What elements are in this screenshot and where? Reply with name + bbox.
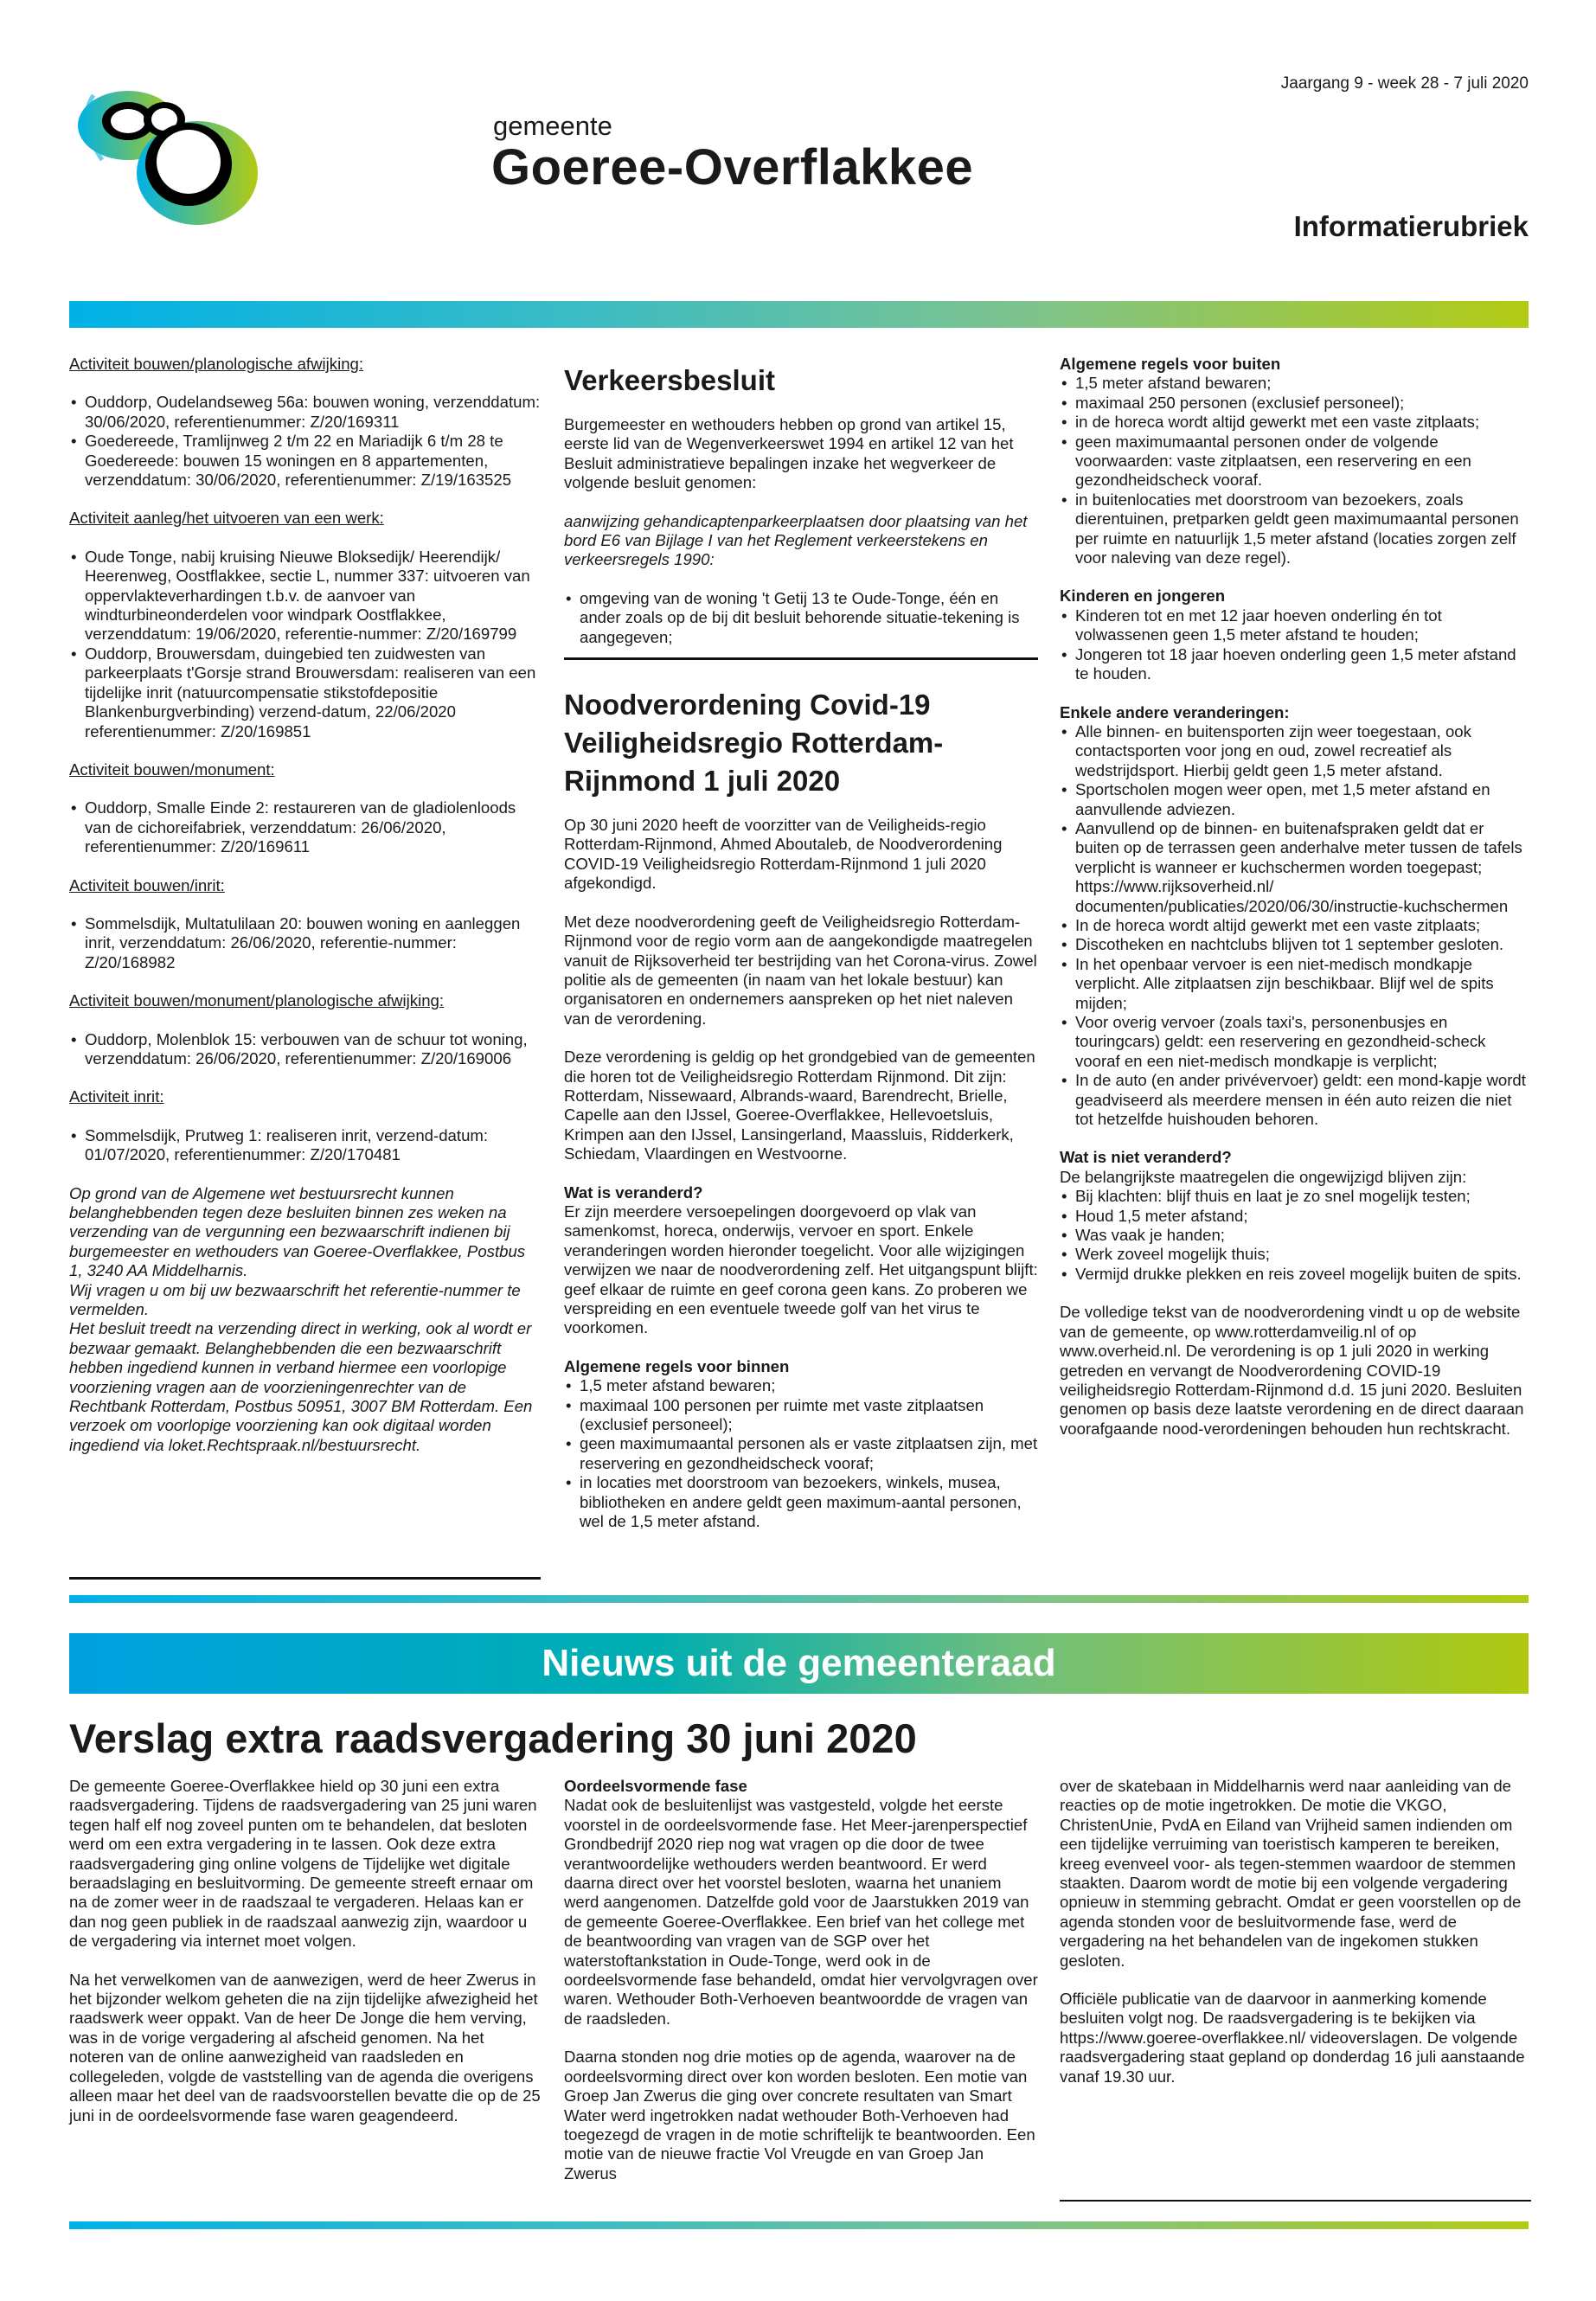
permit-category-heading: Activiteit aanleg/het uitvoeren van een werk: — [69, 509, 384, 528]
list-item: • Houd 1,5 meter afstand; — [1060, 1207, 1531, 1226]
permit-category-heading: Activiteit bouwen/monument/planologische afwijking: — [69, 991, 445, 1010]
covid-paragraph: Op 30 juni 2020 heeft de voorzitter van de Veiligheids-regio Rotterdam-Rijnmond, Ahmed Aboutaleb, de Noodverordening COVID-19 Veiligheidsregio Rotterdam-Rijnmond 1 juli 2020 afgekondigd. — [564, 816, 1003, 893]
permit-category-heading: Activiteit bouwen/planologische afwijking: — [69, 355, 364, 373]
unchanged-heading: Wat is niet veranderd? — [1060, 1148, 1232, 1167]
kids-list — [1060, 606, 1531, 684]
list-item: • Ouddorp, Oudelandseweg 56a: bouwen woning, verzenddatum: 30/06/2020, referentienummer: Z/20/169311 — [69, 393, 541, 432]
article-paragraph: Daarna stonden nog drie moties op de agenda, waarover na de oordeelsvorming direct over kon worden besloten. Een motie van Groep Jan Zwerus die ging over concrete resultaten van Smart Water werd ingetrokken nadat wethouder Both-Verhoeven had toegezegd de vragen in de motie schriftelijk te beantwoorden. Een motie van de nieuwe fractie Vol Vreugde en van Groep Jan Zwerus — [564, 2048, 1035, 2182]
section-title: Informatierubriek — [1293, 210, 1529, 242]
objection-notice-2: Wij vragen u om bij uw bezwaarschrift het referentie-nummer te vermelden. — [69, 1280, 521, 1319]
objection-notice: Op grond van de Algemene wet bestuursrecht kunnen belanghebbenden tegen deze besluiten binnen zes weken na verzending van de vergunning een bezwaarschrift indienen bij burgemeester en wethouders van Goeree-Overflakkee, Postbus 1, 3240 AA Middelharnis. — [69, 1183, 526, 1280]
divider — [564, 657, 1038, 660]
permit-category-heading: Activiteit inrit: — [69, 1087, 164, 1106]
verkeersbesluit-list — [564, 589, 1038, 647]
issue-info: Jaargang 9 - week 28 - 7 juli 2020 — [1280, 74, 1529, 93]
middle-column — [564, 362, 1038, 1531]
list-item: • Werk zoveel mogelijk thuis; — [1060, 1245, 1531, 1264]
permit-list — [69, 798, 541, 856]
closing-paragraph: De volledige tekst van de noodverordening vindt u op de website van de gemeente, op www.rotterdamveilig.nl of op www.overheid.nl. De verordening is op 1 juli 2020 in werking getreden en vervangt de Noodverordening COVID-19 veiligheidsregio Rotterdam-Rijnmond d.d. 15 juni 2020. Besluiten genomen op basis deze laatste verordening en de direct daaraan voorafgaande nood-verordeningen behouden hun rechtskracht. — [1060, 1303, 1524, 1438]
list-item: • Ouddorp, Brouwersdam, duingebied ten zuidwesten van parkeerplaats t'Gorsje strand Brouwersdam: realiseren van een tijdelijke inrit (natuurcompensatie stikstofdepositie Blankenburgverbinding) verzend-datum, 22/06/2020 referentienummer: Z/20/169851 — [69, 644, 541, 741]
permit-list — [69, 393, 541, 490]
list-item: • geen maximumaantal personen onder de volgende voorwaarden: vaste zitplaatsen, een reservering en een gezondheidscheck vooraf. — [1060, 433, 1531, 490]
article-paragraph: Officiële publicatie van de daarvoor in aanmerking komende besluiten volgt nog. De raadsvergadering is te bekijken via https://www.goeree-overflakkee.nl/ videoverslagen. De volgende raadsvergadering staat gepland op donderdag 16 juli aanstaande vanaf 19.30 uur. — [1060, 1990, 1525, 2086]
municipality-logo — [67, 78, 448, 225]
article-paragraph: over de skatebaan in Middelharnis werd naar aanleiding van de reacties op de motie ingetrokken. De motie die VKGO, ChristenUnie, PvdA en Eiland van Vrijheid samen indienden om een tijdelijke verruiming van toeristisch kamperen te bereiken, kreeg evenveel voor- als tegen-stemmen waardoor de stemmen staakten. Daarom wordt de motie bij een volgende vergadering opnieuw in stemming gebracht. Omdat er geen voorstellen op de agenda stonden voor de besluitvormende fase, werd de vergadering na het behandelen van de ingekomen stukken gesloten. — [1060, 1777, 1522, 1970]
covid-paragraph: Met deze noodverordening geeft de Veiligheidsregio Rotterdam-Rijnmond voor de regio vorm aan de aangekondigde maatregelen vanuit de Rijksoverheid ter bestrijding van het Corona-virus. Zowel politie als de gemeenten (in naam van het lokale bestuur) kan organisatoren en ondernemers aanspreken op het niet naleven van de verordening. — [564, 912, 1037, 1028]
article-column-1 — [69, 1777, 541, 2144]
divider — [1060, 2200, 1531, 2202]
permit-category-heading: Activiteit bouwen/monument: — [69, 760, 275, 779]
unchanged-intro: De belangrijkste maatregelen die ongewijzigd blijven zijn: — [1060, 1167, 1467, 1186]
list-item: • maximaal 250 personen (exclusief personeel); — [1060, 394, 1531, 413]
list-item: • Sportscholen mogen weer open, met 1,5 meter afstand en aanvullende adviezen. — [1060, 780, 1531, 819]
article-title: Verslag extra raadsvergadering 30 juni 2020 — [69, 1715, 917, 1761]
outside-rules-heading: Algemene regels voor buiten — [1060, 355, 1281, 373]
article-paragraph: Nadat ook de besluitenlijst was vastgesteld, volgde het eerste voorstel in de oordeelsvormende fase. Het Meer-jarenperspectief Grondbedrijf 2020 riep nog wat vragen op die door de twee verantwoordelijke wethouders werden beantwoord. Er werd daarna direct over het voorstel besloten, waarna het unaniem werd aangenomen. Datzelfde gold voor de Jaarstukken 2019 van de gemeente Goeree-Overflakkee. Een brief van het college met de beantwoording van vragen van de SGP over het waterstoftankstation in Oude-Tonge, werd ook in de oordeelsvormende fase behandeld, omdat hier vervolgvragen over waren. Wethouder Both-Verhoeven beantwoordde de vragen van de raadsleden. — [564, 1796, 1038, 2028]
list-item: • 1,5 meter afstand bewaren; — [564, 1376, 1038, 1395]
list-item: • Voor overig vervoer (zoals taxi's, personenbusjes en touringcars) geldt: een reservering en gezondheid-scheck vooraf en een niet-medisch mondkapje is verplicht; — [1060, 1013, 1531, 1071]
changed-paragraph: Er zijn meerdere versoepelingen doorgevoerd op vlak van samenkomst, horeca, onderwijs, vervoer en sport. Enkele veranderingen worden hieronder toegelicht. Voor alle wijzigingen verwijzen we naar de noodverordening zelf. Het uitgangspunt blijft: geef elkaar de ruimte en geef corona geen kans. Zo proberen we verspreiding en een eventuele tweede golf van het virus te voorkomen. — [564, 1202, 1038, 1337]
list-item: • geen maximumaantal personen als er vaste zitplaatsen zijn, met reservering en gezondheidscheck vooraf; — [564, 1434, 1038, 1473]
permit-list — [69, 548, 541, 741]
other-changes-heading: Enkele andere veranderingen: — [1060, 702, 1290, 721]
list-item: • Kinderen tot en met 12 jaar hoeven onderling én tot volwassenen geen 1,5 meter afstand te houden; — [1060, 606, 1531, 645]
permit-list — [69, 1126, 541, 1165]
permits-column — [69, 355, 541, 1455]
permit-list — [69, 1030, 541, 1069]
list-item: • in locaties met doorstroom van bezoekers, winkels, musea, bibliotheken en andere geldt geen maximum-aantal personen, wel de 1,5 meter afstand. — [564, 1473, 1038, 1531]
list-item: • Vermijd drukke plekken en reis zoveel mogelijk buiten de spits. — [1060, 1265, 1531, 1284]
outside-rules-list — [1060, 374, 1531, 567]
unchanged-list — [1060, 1187, 1531, 1284]
list-item: • 1,5 meter afstand bewaren; — [1060, 374, 1531, 393]
article-column-2 — [564, 1777, 1038, 2202]
list-item: • In het openbaar vervoer is een niet-medisch mondkapje verplicht. Alle zitplaatsen zijn beschikbaar. Blijf wel de spits mijden; — [1060, 955, 1531, 1013]
list-item: • Discotheken en nachtclubs blijven tot 1 september gesloten. — [1060, 935, 1531, 954]
covid-title: Noodverordening Covid-19 Veiligheidsregio Rotterdam-Rijnmond 1 juli 2020 — [564, 689, 944, 798]
list-item: • Was vaak je handen; — [1060, 1226, 1531, 1245]
list-item: • Ouddorp, Molenblok 15: verbouwen van de schuur tot woning, verzenddatum: 26/06/2020, referentienummer: Z/20/169006 — [69, 1030, 541, 1069]
right-column — [1060, 355, 1531, 1458]
verkeersbesluit-intro: Burgemeester en wethouders hebben op grond van artikel 15, eerste lid van de Wegenverkeerswet 1994 en artikel 12 van het Besluit administratieve bepalingen inzake het wegverkeer de volgende besluit genomen: — [564, 415, 1014, 492]
article-column-3 — [1060, 1777, 1531, 2106]
list-item: • in de horeca wordt altijd gewerkt met een vaste zitplaats; — [1060, 413, 1531, 432]
list-item: • in buitenlocaties met doorstroom van bezoekers, zoals dierentuinen, pretparken geldt geen maximumaantal personen per ruimte en natuurlijk 1,5 meter afstand (locaties zorgen zelf voor naleving van deze regel). — [1060, 490, 1531, 568]
logo-small-text: gemeente — [493, 111, 612, 141]
article-paragraph: Na het verwelkomen van de aanwezigen, werd de heer Zwerus in het bijzonder welkom geheten die na zijn tijdelijke afwezigheid het raadswerk weer oppakt. Van de heer De Jonge die hem verving, was in de vorige vergadering al afscheid genomen. Na het noteren van de online aanwezigheid van raadsleden en collegeleden, volgde de vaststelling van de agenda die overigens alleen maar het deel van de raadsvoorstellen bevatte die op de 25 juni in de oordeelsvormende fase waren geagendeerd. — [69, 1970, 541, 2125]
list-item: • omgeving van de woning 't Getij 13 te Oude-Tonge, één en ander zoals op de bij dit besluit behorende situatie-tekening is aangegeven; — [564, 589, 1038, 647]
list-item: • Ouddorp, Smalle Einde 2: restaureren van de gladiolenloods van de cichoreifabriek, verzenddatum: 26/06/2020, referentienummer: Z/20/169611 — [69, 798, 541, 856]
list-item: • Sommelsdijk, Multatulilaan 20: bouwen woning en aanleggen inrit, verzenddatum: 26/06/2020, referentie-nummer: Z/20/168982 — [69, 914, 541, 972]
list-item: • Alle binnen- en buitensporten zijn weer toegestaan, ook contactsporten voor jong en oud, zowel recreatief als wedstrijdsport. Hierbij geldt geen 1,5 meter afstand. — [1060, 722, 1531, 780]
list-item: • Oude Tonge, nabij kruising Nieuwe Bloksedijk/ Heerendijk/ Heerenweg, Oostflakkee, sectie L, nummer 337: uitvoeren van oppervlakteverhardingen t.b.v. de aanvoer van windturbineonderdelen voor windpark Oostflakkee, verzenddatum: 19/06/2020, referentie-nummer: Z/20/169799 — [69, 548, 541, 644]
changed-heading: Wat is veranderd? — [564, 1183, 703, 1202]
list-item: • Sommelsdijk, Prutweg 1: realiseren inrit, verzend-datum: 01/07/2020, referentienummer: Z/20/170481 — [69, 1126, 541, 1165]
list-item: • Aanvullend op de binnen- en buitenafspraken geldt dat er buiten op de terrassen geen anderhalve meter tussen de tafels verplicht is wanneer er kuchschermen worden toegepast; https://www.rijksoverheid.nl/ documenten/publicaties/2020/06/30/instructie-kuchschermen — [1060, 819, 1531, 916]
objection-notice-3: Het besluit treedt na verzending direct in werking, ook al wordt er bezwaar gemaakt. Belanghebbenden die een bezwaarschrift hebben ingediend kunnen in verband hiermee een voorlopige voorziening vragen aan de voorzieningenrechter van de Rechtbank Rotterdam, Postbus 50951, 3007 BM Rotterdam. Een verzoek om voorlopige voorziening kan ook digitaal worden ingediend via loket.Rechtspraak.nl/bestuursrecht. — [69, 1319, 533, 1454]
gradient-bar — [69, 301, 1529, 328]
list-item: • In de auto (en ander privévervoer) geldt: een mond-kapje wordt geadviseerd als meerdere mensen in één auto reizen die niet tot hetzelfde huishouden behoren. — [1060, 1071, 1531, 1129]
list-item: • Bij klachten: blijf thuis en laat je zo snel mogelijk testen; — [1060, 1187, 1531, 1206]
verkeersbesluit-title: Verkeersbesluit — [564, 364, 775, 396]
divider — [69, 1577, 541, 1580]
verkeersbesluit-subject: aanwijzing gehandicaptenparkeerplaatsen door plaatsing van het bord E6 van Bijlage I van het Reglement verkeerstekens en verkeersregels 1990: — [564, 511, 1028, 569]
news-banner: Nieuws uit de gemeenteraad — [69, 1633, 1529, 1694]
inside-rules-list — [564, 1376, 1038, 1531]
municipality-name: Goeree-Overflakkee — [491, 139, 974, 195]
inside-rules-heading: Algemene regels voor binnen — [564, 1356, 790, 1375]
gradient-divider — [69, 2221, 1529, 2229]
covid-paragraph: Deze verordening is geldig op het grondgebied van de gemeenten die horen tot de Veiligheidsregio Rotterdam Rijnmond. Dit zijn: Rotterdam, Nissewaard, Albrands-waard, Barendrecht, Brielle, Capelle aan den IJssel, Goeree-Overflakkee, Hellevoetsluis, Krimpen aan den IJssel, Lansingerland, Maassluis, Ridderkerk, Schiedam, Vlaardingen en Westvoorne. — [564, 1048, 1035, 1163]
gradient-divider — [69, 1595, 1529, 1603]
list-item: • Goedereede, Tramlijnweg 2 t/m 22 en Mariadijk 6 t/m 28 te Goedereede: bouwen 15 woningen en 8 appartementen, verzenddatum: 30/06/2020, referentienummer: Z/19/163525 — [69, 432, 541, 490]
list-item: • Jongeren tot 18 jaar hoeven onderling geen 1,5 meter afstand te houden. — [1060, 645, 1531, 684]
other-changes-list — [1060, 722, 1531, 1130]
permit-category-heading: Activiteit bouwen/inrit: — [69, 875, 225, 894]
kids-heading: Kinderen en jongeren — [1060, 586, 1226, 606]
article-subheading: Oordeelsvormende fase — [564, 1777, 747, 1795]
permit-list — [69, 914, 541, 972]
list-item: • In de horeca wordt altijd gewerkt met een vaste zitplaats; — [1060, 916, 1531, 935]
article-paragraph: De gemeente Goeree-Overflakkee hield op 30 juni een extra raadsvergadering. Tijdens de raadsvergadering van 25 juni waren tegen half elf nog zoveel punten om te behandelen, dat besloten werd om een extra vergadering in te lassen. Ook deze extra raadsvergadering ging online volgens de Tijdelijke wet digitale beraadslaging en besluitvorming. De gemeente streeft ernaar om na de zomer weer in de raadszaal te vergaderen. Helaas kan er dan nog geen publiek in de raadszaal aanwezig zijn, waardoor u de vergadering via internet moet volgen. — [69, 1777, 537, 1951]
list-item: • maximaal 100 personen per ruimte met vaste zitplaatsen (exclusief personeel); — [564, 1396, 1038, 1435]
